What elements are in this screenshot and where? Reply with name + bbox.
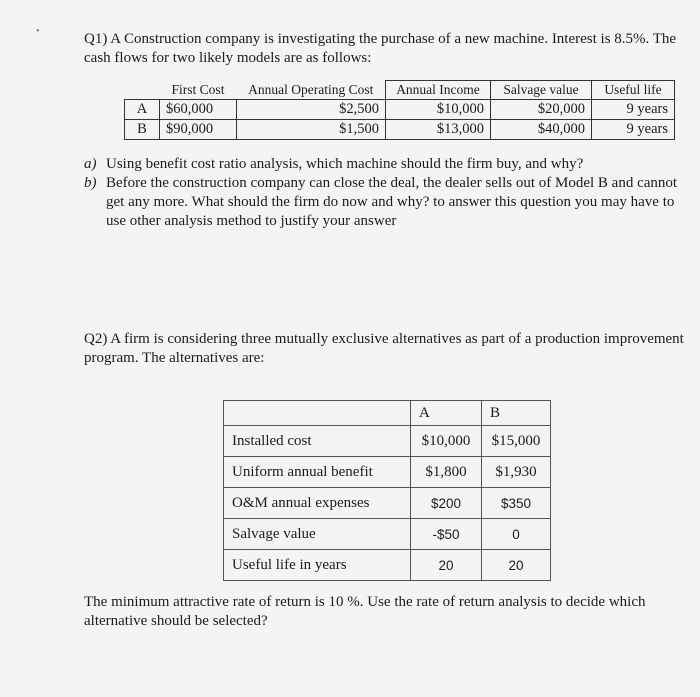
- q1-header-useful-life: Useful life: [592, 81, 675, 100]
- q1-cell: $2,500: [237, 100, 386, 120]
- q1-cell: $13,000: [386, 120, 491, 140]
- q2-header-a: A: [411, 401, 482, 426]
- part-text: Before the construction company can close the deal, the dealer sells out of Model B and cannot get any more. What should the firm do now and why? to answer this question you may have to use other analysis method to justify your answer: [106, 175, 678, 229]
- q1-header-blank: [125, 81, 160, 100]
- q2-cell: $1,800: [411, 457, 482, 488]
- part-label: b): [84, 175, 97, 191]
- q2-row-label: Salvage value: [224, 519, 411, 550]
- q1-cell: A: [125, 100, 160, 120]
- part-label: a): [84, 156, 97, 172]
- q2-table-header-row: [224, 401, 551, 426]
- q2-cell: -$50: [411, 519, 482, 550]
- q1-parts: [84, 155, 684, 231]
- q2-cell: 20: [482, 550, 551, 581]
- q2-row-label: Useful life in years: [224, 550, 411, 581]
- q1-cell: $60,000: [160, 100, 237, 120]
- q1-cell: $40,000: [491, 120, 592, 140]
- q1-cell: $20,000: [491, 100, 592, 120]
- q1-header-annual-income: Annual Income: [386, 81, 491, 100]
- q1-header-operating-cost: Annual Operating Cost: [237, 81, 386, 100]
- q2-cell: 0: [482, 519, 551, 550]
- q2-row-installed-cost: [224, 426, 551, 457]
- bullet-mark: •: [36, 26, 40, 37]
- q2-row-useful-life: [224, 550, 551, 581]
- q1-table-header-row: [125, 81, 675, 100]
- question-2: [84, 330, 684, 368]
- q2-row-label: Uniform annual benefit: [224, 457, 411, 488]
- q2-cell: 20: [411, 550, 482, 581]
- q2-intro: Q2) A firm is considering three mutually exclusive alternatives as part of a production improvement program. The alternatives are:: [84, 331, 684, 366]
- q1-part-a: [84, 155, 684, 174]
- q2-row-salvage-value: [224, 519, 551, 550]
- q1-cell: $1,500: [237, 120, 386, 140]
- q1-intro: Q1) A Construction company is investigating the purchase of a new machine. Interest is 8.5%. The cash flows for two likely models are as follows:: [84, 31, 677, 66]
- q2-closing: [84, 593, 684, 631]
- q1-cell: $90,000: [160, 120, 237, 140]
- q1-header-salvage-value: Salvage value: [491, 81, 592, 100]
- q1-table-row-b: [125, 120, 675, 140]
- q2-cell: $1,930: [482, 457, 551, 488]
- q1-cell: 9 years: [592, 120, 675, 140]
- q1-header-first-cost: First Cost: [160, 81, 237, 100]
- q2-cell: $10,000: [411, 426, 482, 457]
- q2-row-label: O&M annual expenses: [224, 488, 411, 519]
- q1-part-b: [84, 174, 684, 231]
- q2-cell: $200: [411, 488, 482, 519]
- q2-row-label: Installed cost: [224, 426, 411, 457]
- q1-cell: $10,000: [386, 100, 491, 120]
- q2-closing-text: The minimum attractive rate of return is 10 %. Use the rate of return analysis to decide which alternative should be selected?: [84, 594, 646, 629]
- q1-table-row-a: [125, 100, 675, 120]
- q2-alternatives-table: [223, 400, 551, 581]
- q2-header-blank: [224, 401, 411, 426]
- q1-cell: B: [125, 120, 160, 140]
- q1-cashflow-table: [124, 80, 675, 140]
- q2-row-om-expenses: [224, 488, 551, 519]
- q1-cell: 9 years: [592, 100, 675, 120]
- q2-row-annual-benefit: [224, 457, 551, 488]
- part-text: Using benefit cost ratio analysis, which machine should the firm buy, and why?: [106, 156, 584, 172]
- question-1: [84, 30, 684, 68]
- q2-cell: $350: [482, 488, 551, 519]
- q2-header-b: B: [482, 401, 551, 426]
- q2-cell: $15,000: [482, 426, 551, 457]
